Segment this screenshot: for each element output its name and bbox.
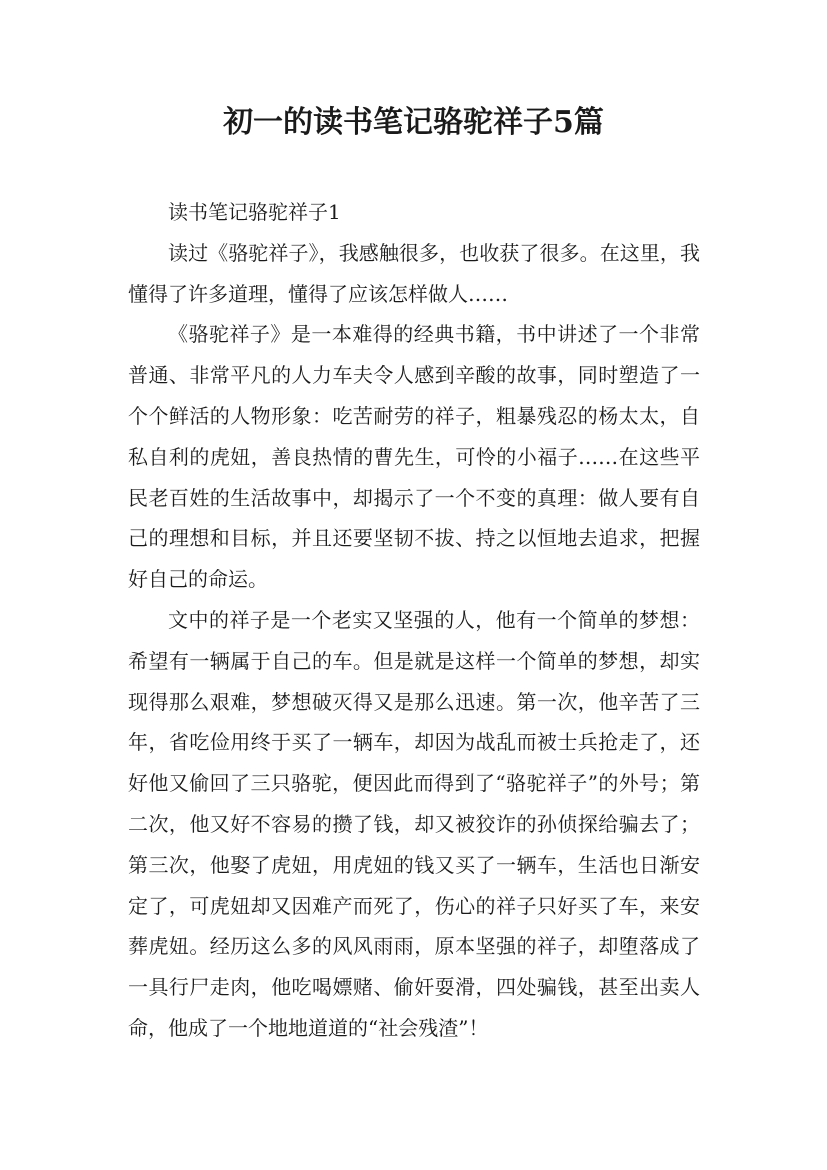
paragraph-book-summary: 《骆驼祥子》是一本难得的经典书籍，书中讲述了一个非常普通、非常平凡的人力车夫令人感到辛酸的故事，同时塑造了一个个鲜活的人物形象：吃苦耐劳的祥子，粗暴残忍的杨太太，自私自利的虎妞，善良热情的曹先生，可怜的小福子……在这些平民老百姓的生活故事中，却揭示了一个不变的真理：做人要有自己的理想和目标，并且还要坚韧不拔、持之以恒地去追求，把握好自己的命运。: [128, 322, 700, 592]
document-body: [128, 192, 700, 1049]
paragraph-xiangzi-story: 文中的祥子是一个老实又坚强的人，他有一个简单的梦想：希望有一辆属于自己的车。但是就是这样一个简单的梦想，却实现得那么艰难，梦想破灭得又是那么迅速。第一次，他辛苦了三年，省吃俭用终于买了一辆车，却因为战乱而被士兵抢走了，还好他又偷回了三只骆驼，便因此而得到了“骆驼祥子”的外号；第二次，他又好不容易的攒了钱，却又被狡诈的孙侦探给骗去了；第三次，他娶了虎妞，用虎妞的钱又买了一辆车，生活也日渐安定了，可虎妞却又因难产而死了，伤心的祥子只好买了车，来安葬虎妞。经历这么多的风风雨雨，原本坚强的祥子，却堕落成了一具行尸走肉，他吃喝嫖赌、偷奸耍滑，四处骗钱，甚至出卖人命，他成了一个地地道道的“社会残渣”！: [128, 607, 700, 1040]
paragraph-intro: 读过《骆驼祥子》，我感触很多，也收获了很多。在这里，我懂得了许多道理，懂得了应该怎样做人……: [128, 240, 700, 306]
section-heading: 读书笔记骆驼祥子1: [168, 200, 341, 224]
document-title: 初一的读书笔记骆驼祥子5篇: [223, 105, 604, 140]
